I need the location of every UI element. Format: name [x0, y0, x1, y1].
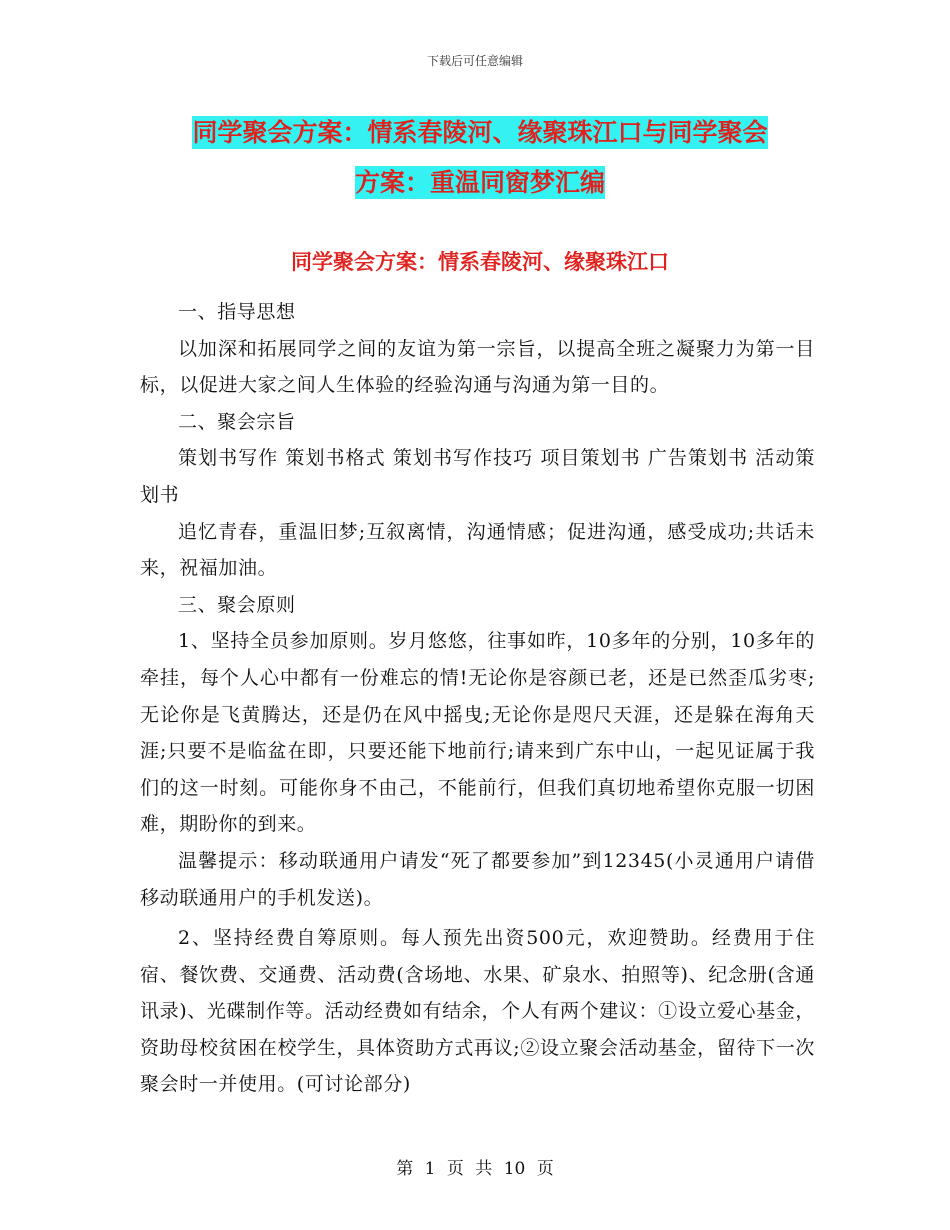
- paragraph-principle-1: 1、坚持全员参加原则。岁月悠悠，往事如昨，10多年的分别，10多年的牵挂，每个人心中都有一份难忘的情!无论你是容颜已老，还是已然歪瓜劣枣;无论你是飞黄腾达，还是仍在风中摇曳;无论你是咫尺天涯，还是躲在海角天涯;只要不是临盆在即，只要还能下地前行;请来到广东中山，一起见证属于我们的这一时刻。可能你身不由己，不能前行，但我们真切地希望你克服一切困难，期盼你的到来。: [140, 630, 815, 836]
- page-number-footer: 第 1 页 共 10 页: [396, 1159, 554, 1179]
- paragraph-purpose: 追忆青春，重温旧梦;互叙离情，沟通情感；促进沟通，感受成功;共话未来，祝福加油。: [140, 520, 815, 580]
- section-title: 同学聚会方案：情系春陵河、缘聚珠江口: [291, 249, 669, 274]
- paragraph-principle-2: 2、坚持经费自筹原则。每人预先出资500元，欢迎赞助。经费用于住宿、餐饮费、交通费、活动费(含场地、水果、矿泉水、拍照等)、纪念册(含通讯录)、光碟制作等。活动经费如有结余，个人有两个建议：①设立爱心基金，资助母校贫困在校学生，具体资助方式再议;②设立聚会活动基金，留待下一次聚会时一并使用。(可讨论部分): [140, 927, 815, 1096]
- paragraph-keywords: 策划书写作 策划书格式 策划书写作技巧 项目策划书 广告策划书 活动策划书: [140, 447, 815, 506]
- paragraph-tip: 温馨提示：移动联通用户请发“死了都要参加”到12345(小灵通用户请借移动联通用户的手机发送)。: [140, 849, 815, 909]
- document-body: [140, 294, 815, 1103]
- document-title-line-1: 同学聚会方案：情系春陵河、缘聚珠江口与同学聚会: [192, 118, 768, 147]
- document-title: [140, 108, 820, 208]
- document-title-line-2: 方案：重温同窗梦汇编: [354, 168, 605, 197]
- heading-guiding-idea: 一、指导思想: [178, 301, 296, 323]
- heading-principles: 三、聚会原则: [178, 593, 296, 616]
- heading-purpose: 二、聚会宗旨: [178, 410, 296, 433]
- paragraph-guiding-idea: 以加深和拓展同学之间的友谊为第一宗旨，以提高全班之凝聚力为第一目标，以促进大家之间人生体验的经验沟通与沟通为第一目的。: [140, 337, 815, 397]
- page-header-note: 下载后可任意编辑: [426, 54, 523, 68]
